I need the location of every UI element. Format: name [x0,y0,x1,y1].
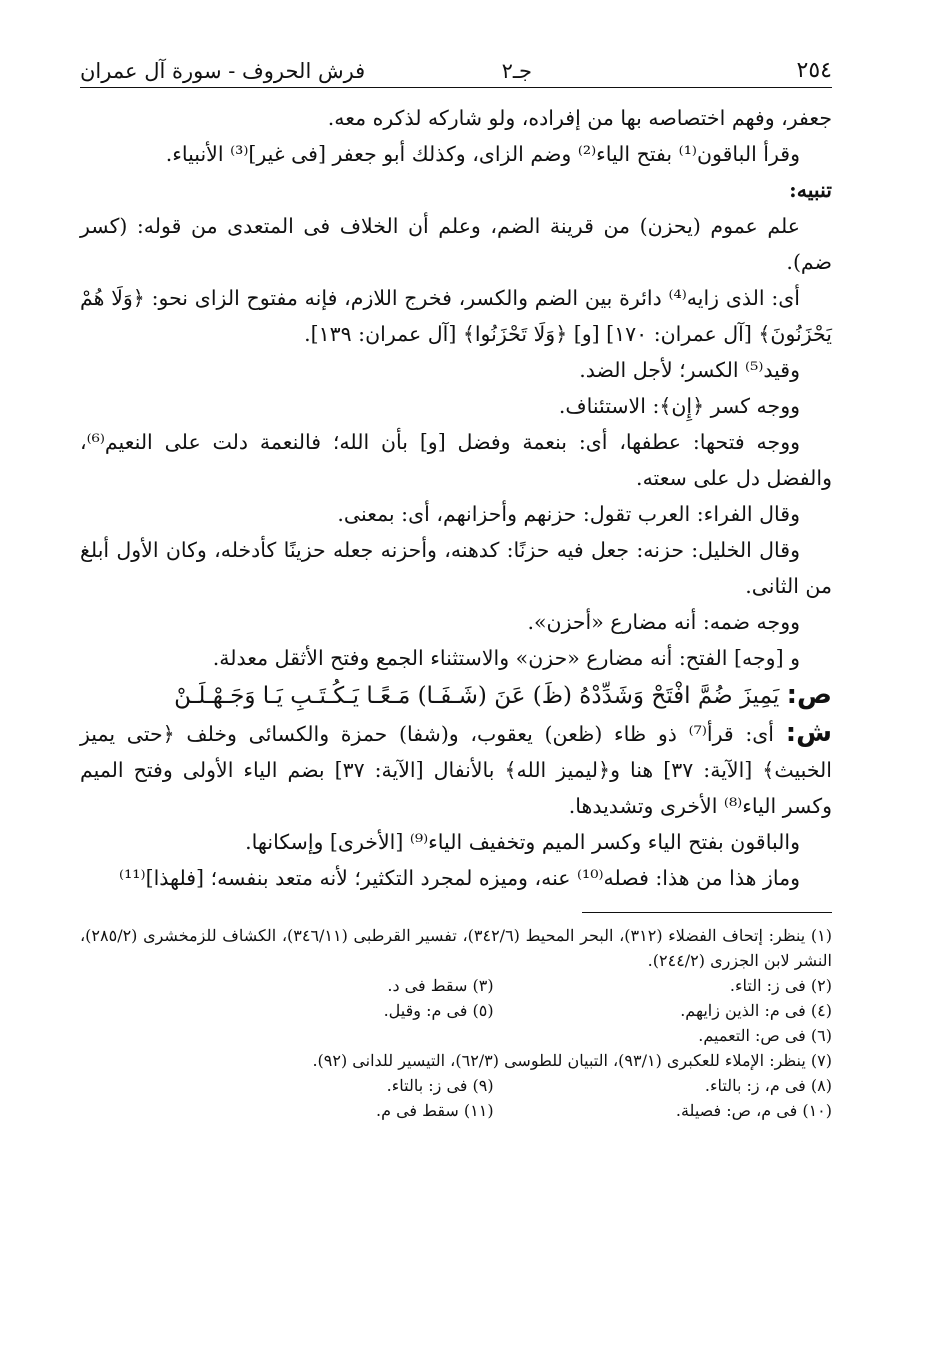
running-header [80,55,832,88]
paragraph: ووجه ضمه: أنه مضارع «أحزن». [527,610,800,634]
footnote-row [80,973,832,998]
paragraph: جعفر، وفهم اختصاصه بها من إفراده، ولو شاركه لذكره معه. [327,106,832,130]
footnote-separator [582,912,832,913]
main-text [80,100,832,896]
paragraph: وقيد⁽⁵⁾ الكسر؛ لأجل الضد. [579,358,800,382]
footnote: (٢) فى ز: التاء. [729,976,832,995]
footnote: (١٠) فى م، ص: فصيلة. [675,1101,832,1120]
footnote: (١١) سقط فى م. [376,1101,494,1120]
footnote: (٧) ينظر: الإملاء للعكبرى (٩٣/١)، التبيان للطوسى (٦٢/٣)، التيسير للدانى (٩٢). [312,1051,832,1070]
book-page [80,55,832,1123]
commentary-paragraph [80,715,832,824]
paragraph: والباقون بفتح الياء وكسر الميم وتخفيف الياء⁽⁹⁾ [الأخرى] وإسكانها. [245,830,800,854]
verse-label: ص: [786,680,832,710]
paragraph: وقال الخليل: حزنه: جعل فيه حزنًا: كدهنه، وأحزنه جعله حزينًا كأدخله، وكان الأول أبلغ من الثانى. [80,538,832,598]
footnote: (٥) فى م: وقيل. [383,1001,494,1020]
footnote-row [80,1073,832,1098]
footnote: (٦) فى ص: التعميم. [698,1026,832,1045]
footnote: (١) ينظر: إتحاف الفضلاء (٣١٢)، البحر المحيط (٣٤٢/٦)، تفسير القرطبى (٣٤٦/١١)، الكشاف للزمخشرى (٢٨٥/٢)، النشر لابن الجزرى (٢٤٤/٢). [80,926,833,970]
paragraph: وماز هذا من هذا: فصله⁽¹⁰⁾ عنه، وميزه لمجرد التكثير؛ لأنه متعد بنفسه؛ [فلهذا]⁽¹¹⁾ [119,866,800,890]
paragraph: ووجه فتحها: عطفها، أى: بنعمة وفضل [و] بأن الله؛ فالنعمة دلت على النعيم⁽⁶⁾، والفضل دل على سعته. [80,430,832,490]
footnote: (٤) فى م: الذين زايهم. [680,1001,832,1020]
volume-number: جـ٢ [501,59,532,83]
section-heading: تنبيه: [789,178,832,202]
paragraph: علم عموم (يحزن) من قرينة الضم، وعلم أن الخلاف فى المتعدى من قوله: (كسر ضم). [80,214,832,274]
footnote: (٩) فى ز: بالتاء. [386,1076,494,1095]
commentary-text: أى: قرأ⁽⁷⁾ ذو ظاء (ظعن) يعقوب، و(شفا) حمزة والكسائى وخلف ﴿حتى يميز الخبيث﴾ [الآية: ٣٧] هنا و﴿ليميز الله﴾ بالأنفال [الآية: ٣٧] بضم الياء الأولى وفتح الميم وكسر الياء⁽⁸⁾ الأخرى وتشديدها. [80,722,832,818]
paragraph: أى: الذى زايه⁽⁴⁾ دائرة بين الضم والكسر، فخرج اللازم، فإنه مفتوح الزاى نحو: ﴿وَلَا هُمْ يَحْزَنُونَ﴾ [آل عمران: ١٧٠] [و] ﴿وَلَا تَحْزَنُوا﴾ [آل عمران: ١٣٩]. [80,286,832,346]
paragraph: ووجه كسر ﴿إِن﴾: الاستئناف. [558,394,800,418]
footnote-row [80,1098,832,1123]
footnote: (٨) فى م، ز: بالتاء. [704,1076,832,1095]
verse-line [80,676,832,715]
footnotes [80,923,832,1123]
section-title: فرش الحروف - سورة آل عمران [80,59,366,83]
page-number: ٢٥٤ [796,58,832,83]
commentary-label: ش: [785,718,832,748]
footnote: (٣) سقط فى د. [387,976,494,995]
footnote-row [80,998,832,1023]
paragraph: وقال الفراء: العرب تقول: حزنهم وأحزانهم، أى: بمعنى. [337,502,800,526]
paragraph: وقرأ الباقون⁽¹⁾ بفتح الياء⁽²⁾ وضم الزاى، وكذلك أبو جعفر [فى غير]⁽³⁾ الأنبياء. [165,142,800,166]
verse-text: يَمِيزَ ضُمَّ افْتَحْ وَشَدِّدْهُ (ظَ) عَنَ (شَـفَـا) مَـعًـا يَـكُـتَـبِ يَـا وَجَـهْـلَـنْ [174,683,780,709]
paragraph: و [وجه] الفتح: أنه مضارع «حزن» والاستثناء الجمع وفتح الأثقل معدلة. [212,646,800,670]
